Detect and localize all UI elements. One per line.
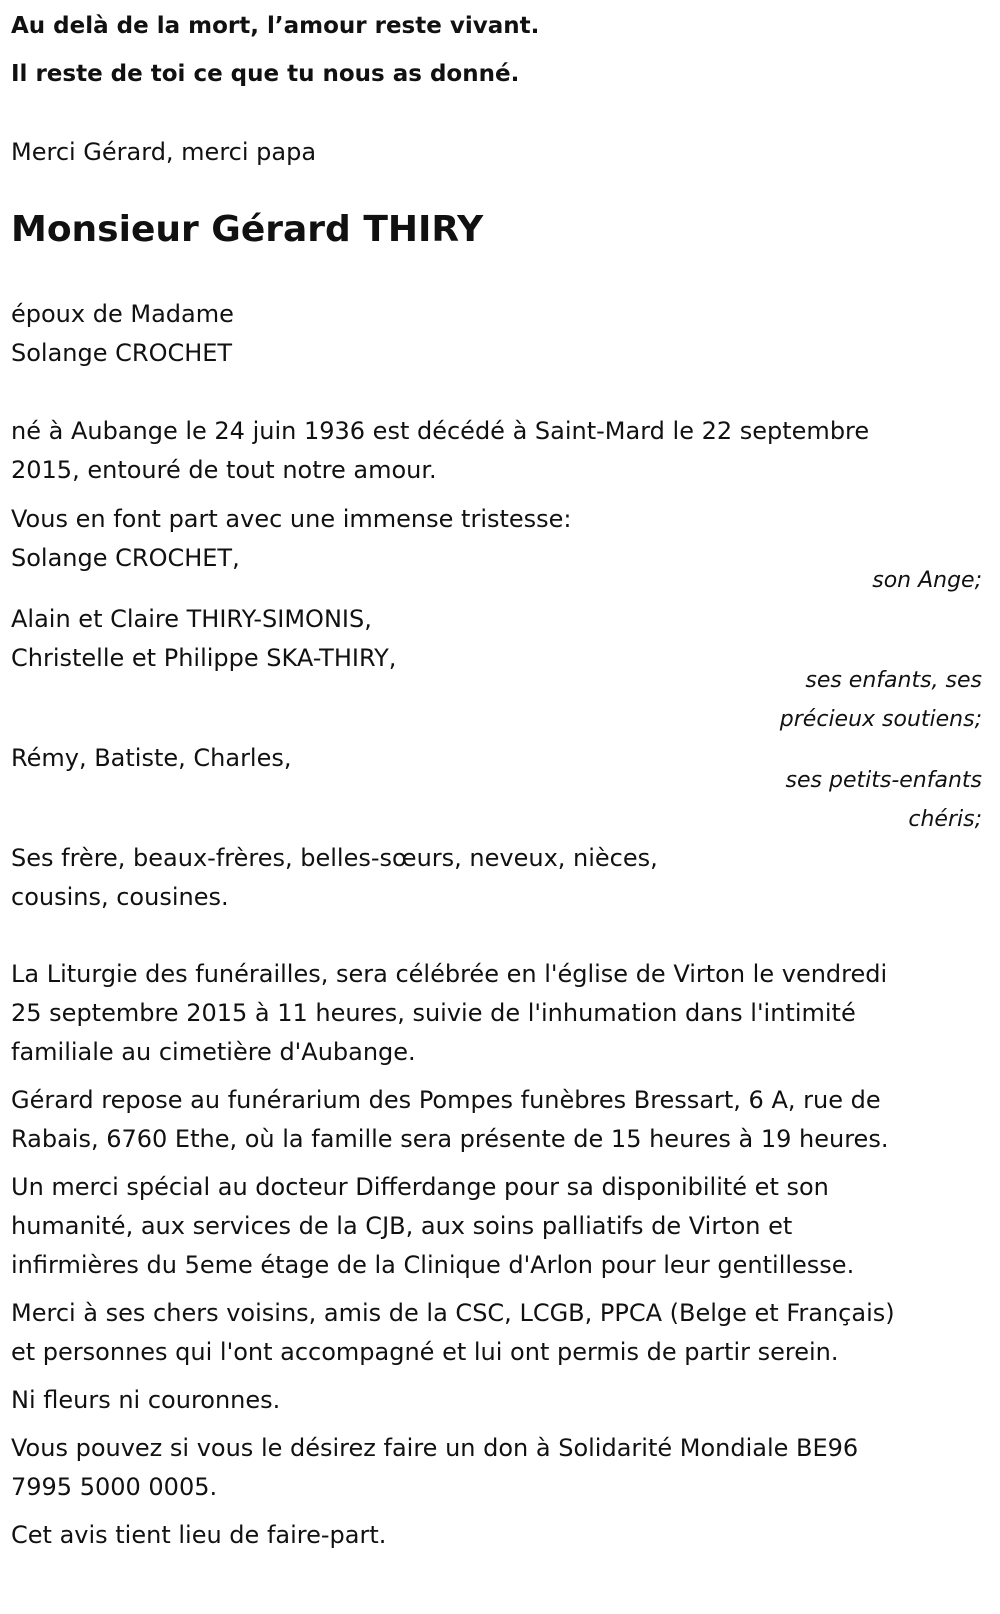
family-names-spouse: Solange CROCHET, [11, 544, 240, 572]
family-names-extended-2: cousins, cousines. [11, 883, 229, 911]
family-relation-grandchildren-1: ses petits-enfants [785, 768, 982, 793]
family-names-child-2: Christelle et Philippe SKA-THIRY, [11, 644, 397, 672]
announcement-intro: Vous en font part avec une immense tristesse: [11, 505, 572, 533]
birth-death-line-2: 2015, entouré de tout notre amour. [11, 456, 437, 484]
spouse-line-2: Solange CROCHET [11, 339, 233, 367]
donation-line-1: Vous pouvez si vous le désirez faire un don à Solidarité Mondiale BE96 [11, 1434, 859, 1462]
special-thanks-line-3: infirmières du 5eme étage de la Clinique d'Arlon pour leur gentillesse. [11, 1251, 855, 1279]
birth-death-line-1: né à Aubange le 24 juin 1936 est décédé à Saint-Mard le 22 septembre [11, 417, 870, 445]
family-names-grandchildren: Rémy, Batiste, Charles, [11, 744, 292, 772]
special-thanks-line-1: Un merci spécial au docteur Differdange pour sa disponibilité et son [11, 1173, 829, 1201]
family-relation-spouse: son Ange; [872, 568, 982, 593]
rest-line-2: Rabais, 6760 Ethe, où la famille sera présente de 15 heures à 19 heures. [11, 1125, 889, 1153]
rest-line-1: Gérard repose au funérarium des Pompes funèbres Bressart, 6 A, rue de [11, 1086, 881, 1114]
spouse-line-1: époux de Madame [11, 300, 234, 328]
neighbors-thanks-line-2: et personnes qui l'ont accompagné et lui ont permis de partir serein. [11, 1338, 839, 1366]
thanks-line: Merci Gérard, merci papa [11, 138, 317, 166]
funeral-line-3: familiale au cimetière d'Aubange. [11, 1038, 416, 1066]
poem-line-1: Au delà de la mort, l’amour reste vivant. [11, 13, 540, 39]
family-names-child-1: Alain et Claire THIRY-SIMONIS, [11, 605, 372, 633]
deceased-name: Monsieur Gérard THIRY [11, 209, 484, 250]
special-thanks-line-2: humanité, aux services de la CJB, aux soins palliatifs de Virton et [11, 1212, 793, 1240]
funeral-line-1: La Liturgie des funérailles, sera célébrée en l'église de Virton le vendredi [11, 960, 888, 988]
family-names-extended-1: Ses frère, beaux-frères, belles-sœurs, neveux, nièces, [11, 844, 658, 872]
family-relation-grandchildren-2: chéris; [908, 807, 982, 832]
funeral-line-2: 25 septembre 2015 à 11 heures, suivie de l'inhumation dans l'intimité [11, 999, 856, 1027]
closing-line: Cet avis tient lieu de faire-part. [11, 1521, 387, 1549]
poem-line-2: Il reste de toi ce que tu nous as donné. [11, 61, 520, 87]
family-relation-children-1: ses enfants, ses [805, 668, 982, 693]
neighbors-thanks-line-1: Merci à ses chers voisins, amis de la CSC, LCGB, PPCA (Belge et Français) [11, 1299, 895, 1327]
donation-line-2: 7995 5000 0005. [11, 1473, 218, 1501]
family-relation-children-2: précieux soutiens; [779, 707, 982, 732]
no-flowers: Ni fleurs ni couronnes. [11, 1386, 281, 1414]
